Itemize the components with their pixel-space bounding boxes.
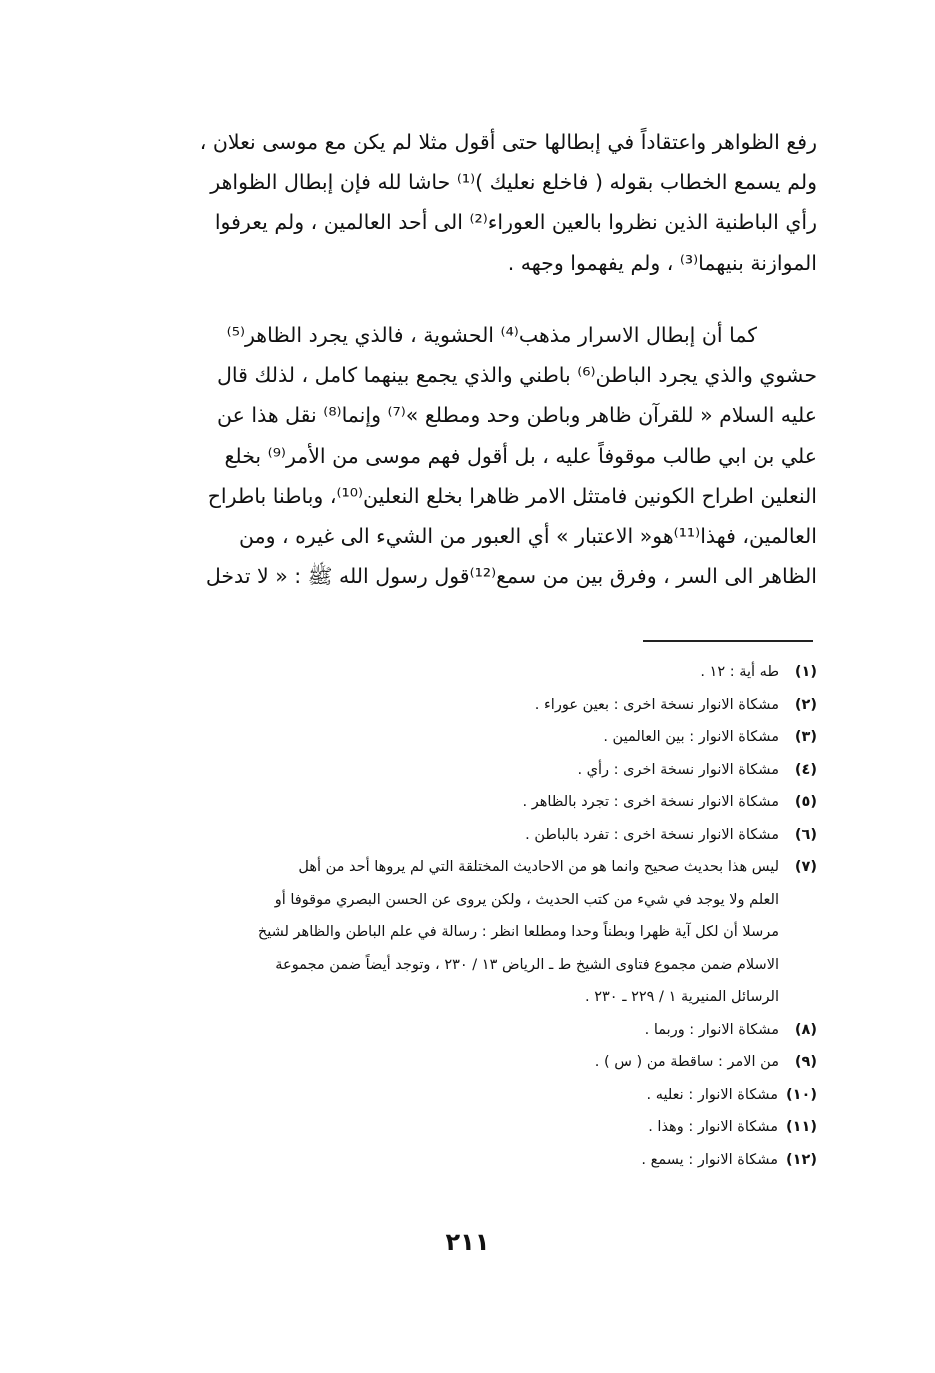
footnote-number: (٧) bbox=[794, 859, 817, 875]
footnote-number: (١٠) bbox=[786, 1086, 817, 1103]
paragraph-1 bbox=[122, 122, 817, 283]
footnote-text: طه أية : ١٢ . bbox=[700, 664, 779, 680]
text-line: كما أن إبطال الاسرار مذهب⁽⁴⁾ الحشوية ، فالذي يجرد الظاهر⁽⁵⁾ bbox=[226, 323, 757, 347]
footnote-text-line: مرسلا أن لكل آية ظهرا وبطناً وحدا ومطلعا انظر : رسالة في علم الباطن والظاهر لشيخ bbox=[257, 924, 779, 940]
footnote-number: (٤) bbox=[794, 761, 817, 778]
footnote-item bbox=[117, 689, 817, 722]
footnotes-list bbox=[117, 656, 817, 1176]
footnote-text: مشكاة الانوار : وربما . bbox=[644, 1021, 779, 1038]
footnote-item bbox=[117, 819, 817, 852]
footnote-text bbox=[117, 851, 779, 1014]
text-line: النعلين اطراح الكونين فامتثل الامر ظاهرا بخلع النعلين⁽¹⁰⁾، وباطنا باطراح bbox=[207, 483, 817, 508]
footnote-item bbox=[117, 754, 817, 787]
footnote-text-line: الاسلام ضمن مجموع فتاوى الشيخ ط ـ الرياض ١٣ / ٢٣٠ ، وتوجد أيضاً ضمن مجموعة bbox=[275, 956, 779, 973]
text-line: حشوي والذي يجرد الباطن⁽⁶⁾ باطني والذي يجمع بينهما كامل ، لذلك قال bbox=[216, 363, 817, 388]
text-line: علي بن ابي طالب موقوفاً عليه ، بل أقول فهم موسى من الأمر⁽⁹⁾ بخلع bbox=[224, 443, 817, 468]
footnote-text: مشكاة الانوار نسخة اخرى : رأي . bbox=[577, 761, 779, 778]
footnote-text: مشكاة الانوار : وهذا . bbox=[648, 1119, 779, 1135]
text-line: عليه السلام « للقرآن ظاهر وباطن وحد ومطلع »⁽⁷⁾ وإنما⁽⁸⁾ نقل هذا عن bbox=[217, 403, 817, 428]
footnote-number: (٣) bbox=[794, 729, 817, 745]
footnote-item bbox=[117, 1111, 817, 1144]
text-line: رفع الظواهر واعتقاداً في إبطالها حتى أقول مثلا لم يكن مع موسى نعلان ، bbox=[199, 130, 817, 154]
footnote-number: (١٢) bbox=[786, 1151, 817, 1168]
footnote-text-line: ليس هذا بحديث صحيح وانما هو من الاحاديث المختلقة التي لم يروها أحد من أهل bbox=[298, 859, 779, 875]
footnote-item bbox=[117, 656, 817, 689]
footnote-number: (١) bbox=[794, 664, 817, 680]
footnote-item bbox=[117, 851, 817, 1014]
page-number: ٢١١ bbox=[445, 1228, 490, 1256]
footnote-number: (٨) bbox=[794, 1021, 817, 1038]
footnote-text: من الامر : ساقطة من ( س ) . bbox=[594, 1054, 779, 1070]
footnote-text: مشكاة الانوار نسخة اخرى : بعين عوراء . bbox=[534, 696, 779, 713]
footnote-text: مشكاة الانوار : يسمع . bbox=[641, 1151, 779, 1168]
footnote-number: (٩) bbox=[794, 1054, 817, 1070]
footnote-number: (١١) bbox=[786, 1119, 817, 1135]
footnote-text-line: العلم ولا يوجد في شيء من كتب الحديث ، ولكن يروى عن الحسن البصري موقوفا أو bbox=[274, 891, 779, 908]
footnote-number: (٢) bbox=[794, 696, 817, 713]
footnote-item bbox=[117, 1046, 817, 1079]
footnote-text: مشكاة الانوار نسخة اخرى : تجرد بالظاهر . bbox=[522, 794, 779, 810]
footnote-number: (٦) bbox=[794, 826, 817, 843]
text-line: رأي الباطنية الذين نظروا بالعين العوراء⁽²⁾ الى أحد العالمين ، ولم يعرفوا bbox=[214, 210, 817, 235]
footnote-text-line: الرسائل المنيرية ١ / ٢٢٩ ـ ٢٣٠ . bbox=[585, 989, 779, 1005]
footnote-item bbox=[117, 721, 817, 754]
text-line: الموازنة بنيهما⁽³⁾ ، ولم يفهموا وجهه . bbox=[507, 250, 817, 275]
footnote-item bbox=[117, 1014, 817, 1047]
text-line: العالمين، فهذا⁽¹¹⁾هو« الاعتبار » أي العبور من الشيء الى غيره ، ومن bbox=[239, 524, 817, 549]
footnote-item bbox=[117, 786, 817, 819]
footnote-divider bbox=[643, 640, 813, 642]
footnote-item bbox=[117, 1144, 817, 1177]
footnote-text: مشكاة الانوار : بين العالمين . bbox=[603, 729, 779, 745]
footnote-number: (٥) bbox=[794, 794, 817, 810]
footnote-text: مشكاة الانوار : نعليه . bbox=[646, 1086, 779, 1103]
text-line: الظاهر الى السر ، وفرق بين من سمع⁽¹²⁾قول رسول الله ﷺ : « لا تدخل bbox=[205, 564, 817, 589]
text-line: ولم يسمع الخطاب بقوله ( فاخلع نعليك )⁽¹⁾ حاشا لله فإن إبطال الظواهر bbox=[210, 170, 817, 195]
footnote-item bbox=[117, 1079, 817, 1112]
footnote-text: مشكاة الانوار نسخة اخرى : تفرد بالباطن . bbox=[525, 826, 779, 843]
paragraph-2 bbox=[122, 315, 817, 596]
